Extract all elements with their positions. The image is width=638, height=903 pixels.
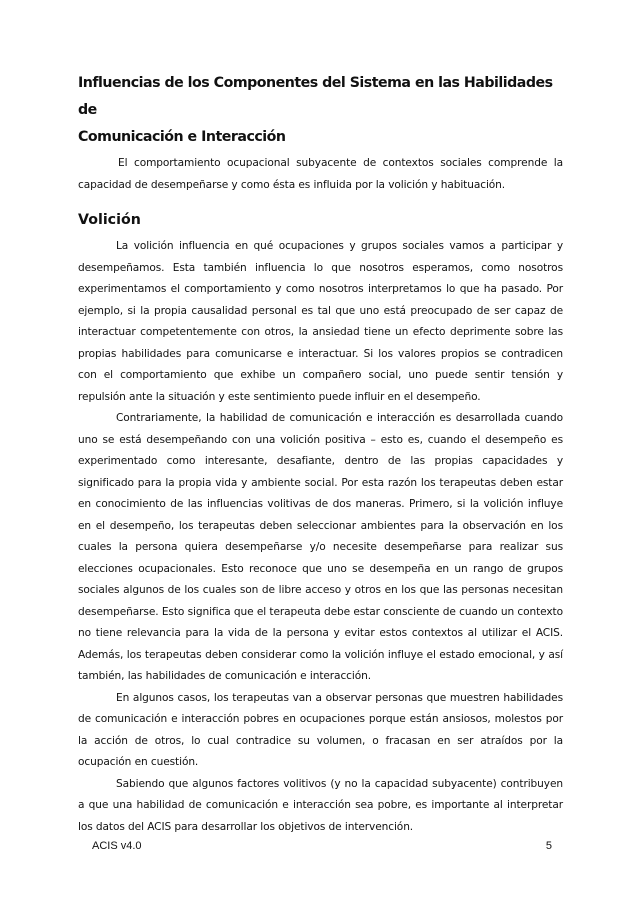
body-paragraph-4: Sabiendo que algunos factores volitivos (y no la capacidad subyacente) contribuyen a que una habilidad de comunicación e interacción sea pobre, es importante al interpretar los datos del ACIS para desarrollar los objetivos de intervención. <box>78 777 563 833</box>
page-content <box>78 70 563 838</box>
footer-page-number: 5 <box>545 840 552 852</box>
document-title-line-2: Comunicación e Interacción <box>78 129 286 145</box>
intro-paragraph: El comportamiento ocupacional subyacente de contextos sociales comprende la capacidad de desempeñarse y como ésta es influida por la volición y habituación. <box>78 157 563 191</box>
document-title <box>78 70 563 151</box>
section-heading-volicion: Volición <box>78 212 141 228</box>
body-paragraph-1: La volición influencia en qué ocupaciones y grupos sociales vamos a participar y desempeñamos. Esta también influencia lo que nosotros esperamos, como nosotros experimentamos el comportamiento y como nosotros interpretamos lo que ha pasado. Por ejemplo, si la propia causalidad personal es tal que uno está preocupado de ser capaz de interactuar competentemente con otros, la ansiedad tiene un efecto deprimente sobre las propias habilidades para comunicarse e interactuar. Si los valores propios se contradicen con el comportamiento que exhibe un compañero social, uno puede sentir tensión y repulsión ante la situación y este sentimiento puede influir en el desempeño. <box>78 240 563 403</box>
document-title-line-1: Influencias de los Componentes del Sistema en las Habilidades de <box>78 75 553 118</box>
footer-document-label: ACIS v4.0 <box>92 840 142 852</box>
body-paragraph-2: Contrariamente, la habilidad de comunicación e interacción es desarrollada cuando uno se está desempeñando con una volición positiva – esto es, cuando el desempeño es experimentado como interesante, desafiante, dentro de las propias capacidades y significado para la propia vida y ambiente social. Por esta razón los terapeutas deben estar en conocimiento de las influencias volitivas de dos maneras. Primero, si la volición influye en el desempeño, los terapeutas deben seleccionar ambientes para la observación en los cuales la persona quiera desempeñarse y/o necesite desempeñarse para realizar sus elecciones ocupacionales. Esto reconoce que uno se desempeña en un rango de grupos sociales algunos de los cuales son de libre acceso y otros en los que las personas necesitan desempeñarse. Esto significa que el terapeuta debe estar consciente de cuando un contexto no tiene relevancia para la vida de la persona y evitar estos contextos al utilizar el ACIS. Además, los terapeutas deben considerar como la volición influye el estado emocional, y así también, las habilidades de comunicación e interacción. <box>78 412 563 682</box>
body-paragraph-3: En algunos casos, los terapeutas van a observar personas que muestren habilidades de comunicación e interacción pobres en ocupaciones porque están ansiosos, molestos por la acción de otros, lo cual contradice su volumen, o fracasan en ser atraídos por la ocupación en cuestión. <box>78 691 563 768</box>
